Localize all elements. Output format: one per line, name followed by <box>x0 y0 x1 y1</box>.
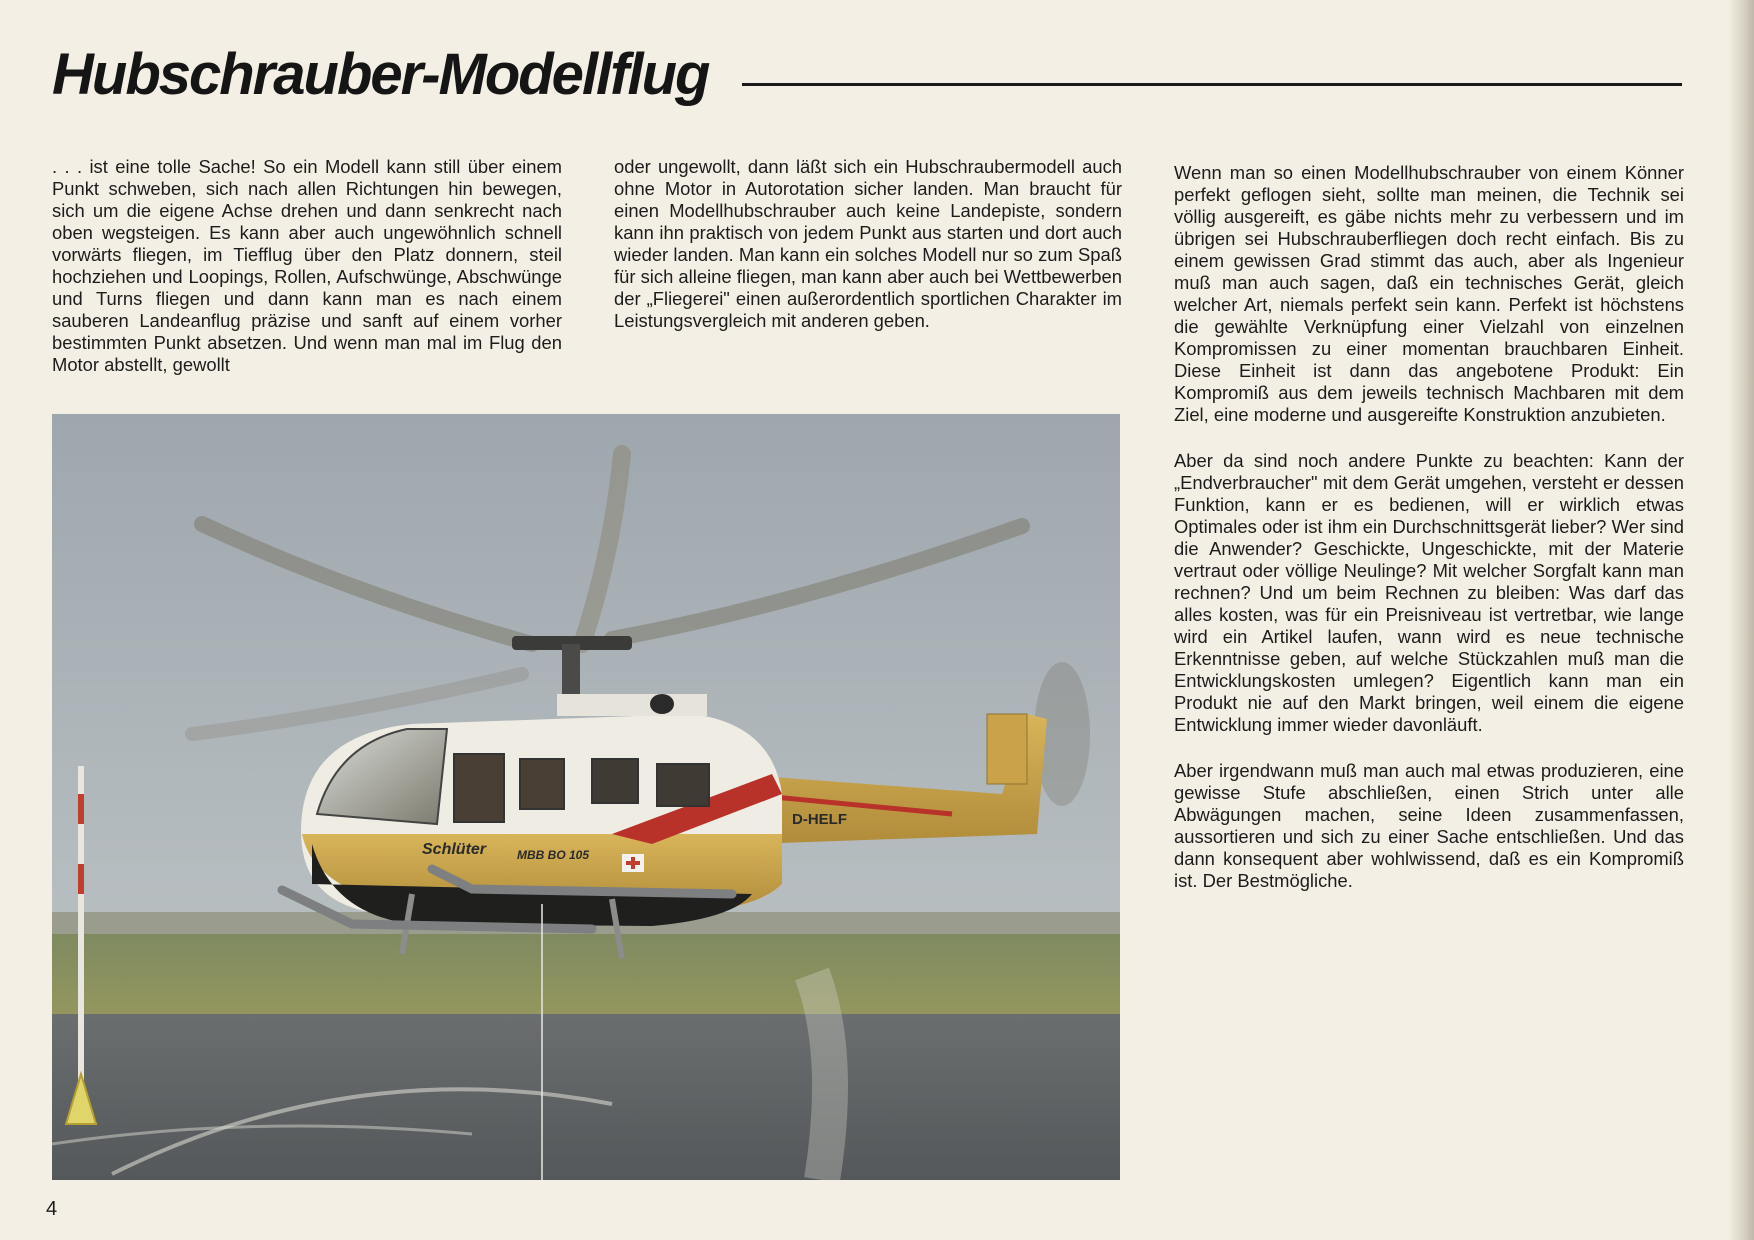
page-gutter-shadow <box>1728 0 1754 1240</box>
text-column-1 <box>52 156 562 400</box>
page-number: 4 <box>46 1198 58 1220</box>
svg-text:MBB BO 105: MBB BO 105 <box>517 848 590 862</box>
text-column-3 <box>1174 162 1684 916</box>
paragraph: . . . ist eine tolle Sache! So ein Modell kann still über einem Punkt schweben, sich nach allen Richtungen hin bewegen, sich um die eigene Achse drehen und dann senkrecht nach oben wegsteigen. Es kann aber auch ungewöhnlich schnell vorwärts fliegen, im Tiefflug über den Platz donnern, steil hochziehen und Loopings, Rollen, Aufschwünge, Abschwünge und Turns fliegen und dann kann man es nach einem sauberen Landeanflug präzise und sanft auf einem vorher bestimmten Punkt absetzen. Und wenn man mal im Flug den Motor abstellt, gewollt <box>52 156 562 375</box>
paragraph: Aber da sind noch andere Punkte zu beachten: Kann der „Endverbraucher" mit dem Gerät umgehen, versteht er dessen Funktion, kann er es bedienen, will er wirklich etwas Optimales oder ist ihm ein Durchschnittsgerät lieber? Wer sind die Anwender? Geschickte, Ungeschickte, mit der Materie vertraut oder völlige Neulinge? Mit welcher Sorgfalt kann man rechnen? Und um beim Rechnen zu bleiben: Was darf das alles kosten, was für ein Preisniveau ist vertretbar, wie lange wird ein Artikel laufen, wann wird es neue technische Erkenntnisse geben, auf welche Stückzahlen muß man die Entwicklungskosten umlegen? Eigentlich kann man ein Produkt nie auf den Markt bringen, weil einem die eigene Entwicklung immer wieder davonläuft. <box>1174 450 1684 735</box>
helicopter-photo <box>52 414 1120 1180</box>
text-column-2 <box>614 156 1122 356</box>
title-rule <box>742 83 1682 86</box>
page-title: Hubschrauber-Modellflug <box>52 42 709 107</box>
svg-text:Schlüter: Schlüter <box>422 841 487 858</box>
paragraph: Aber irgendwann muß man auch mal etwas produzieren, eine gewisse Stufe abschließen, einen Strich unter alle Abwägungen machen, seine Ideen zusammenfassen, aussortieren und sich zu einer Sache entschließen. Und das dann konsequent aber wohlwissend, daß es ein Kompromiß ist. Der Bestmögliche. <box>1174 760 1684 891</box>
svg-text:D-HELF: D-HELF <box>792 811 847 828</box>
paragraph: oder ungewollt, dann läßt sich ein Hubschraubermodell auch ohne Motor in Autorotation sicher landen. Man braucht für einen Modellhubschrauber auch keine Landepiste, sondern kann ihn praktisch von jedem Punkt aus starten und dort auch wieder landen. Man kann ein solches Modell nur so zum Spaß für sich alleine fliegen, man kann aber auch bei Wettbewerben der „Fliegerei" einen außerordentlich sportlichen Charakter im Leistungsvergleich mit anderen geben. <box>614 156 1122 331</box>
paragraph: Wenn man so einen Modellhubschrauber von einem Könner perfekt geflogen sieht, sollte man meinen, die Technik sei völlig ausgereift, es gäbe nichts mehr zu verbessern und im übrigen sei Hubschrauberfliegen doch recht einfach. Bis zu einem gewissen Grad stimmt das auch, aber als Ingenieur muß man auch sagen, daß ein technisches Gerät, gleich welcher Art, niemals perfekt sein kann. Perfekt ist höchstens die gewählte Verknüpfung einer Vielzahl von einzelnen Kompromissen zu einer momentan brauchbaren Einheit. Diese Einheit ist dann das angebotene Produkt: Ein Kompromiß aus dem jeweils technisch Machbaren mit dem Ziel, eine moderne und ausgereifte Konstruktion anzubieten. <box>1174 162 1684 425</box>
